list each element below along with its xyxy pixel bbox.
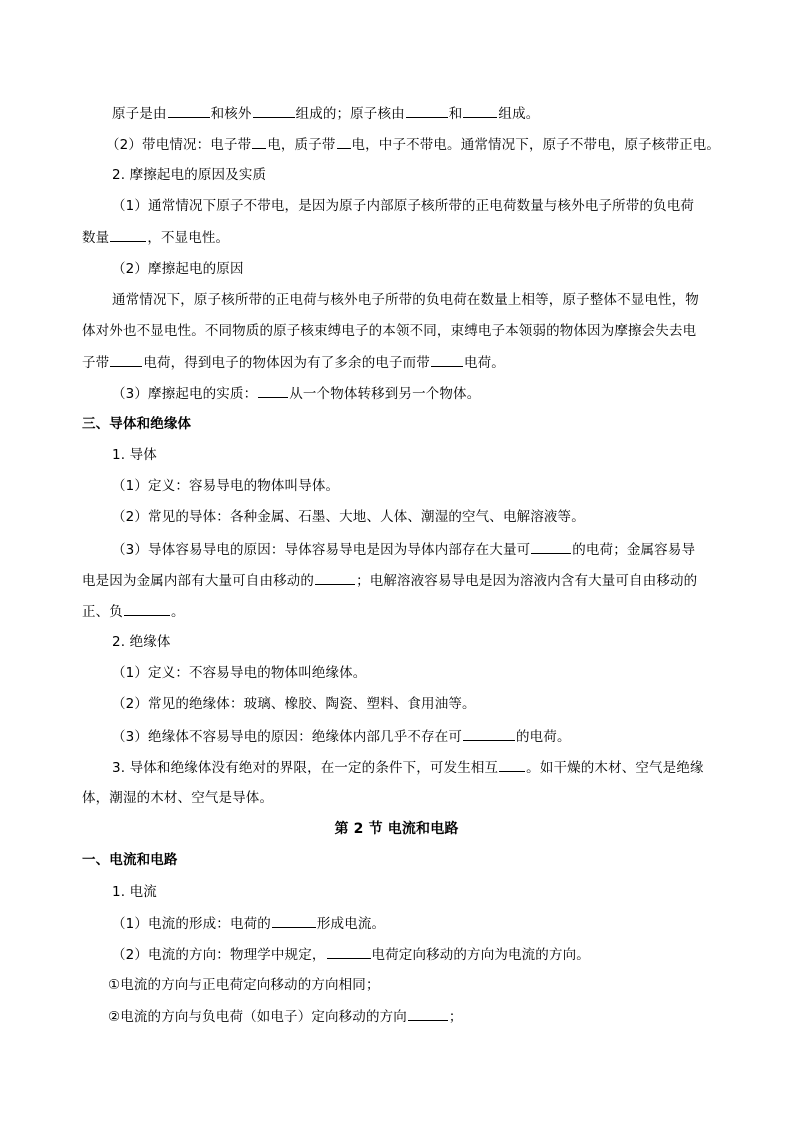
text: 原子是由 [112, 106, 167, 122]
text-line [112, 757, 704, 778]
text: （2）电流的方向：物理学中规定， [112, 947, 326, 963]
text: 和核外 [210, 106, 252, 122]
section-heading: 三、导体和绝缘体 [82, 416, 192, 432]
text: 电荷。 [463, 355, 505, 371]
text-line [112, 726, 571, 747]
text-line: 体，潮湿的木材、空气是导体。 [82, 790, 274, 806]
text-line [82, 601, 185, 622]
text-line: ①电流的方向与正电荷定向移动的方向相同； [108, 977, 380, 993]
text-line: （2）常见的绝缘体：玻璃、橡胶、陶瓷、塑料、食用油等。 [112, 696, 476, 712]
text-line [112, 383, 480, 404]
text-line: （2）常见的导体：各种金属、石墨、大地、人体、潮湿的空气、电解溶液等。 [112, 509, 585, 525]
text: （2）带电情况：电子带 [106, 137, 252, 153]
text-line: 2. 摩擦起电的原因及实质 [112, 167, 267, 183]
text-line [112, 539, 695, 560]
text: 。如干燥的木材、空气是绝缘 [526, 760, 704, 776]
text-line: （2）摩擦起电的原因 [112, 261, 244, 277]
text: 正、负 [82, 604, 123, 620]
text: 组成的；原子核由 [295, 106, 405, 122]
text-line: 体对外也不显电性。不同物质的原子核束缚电子的本领不同，束缚电子本领弱的物体因为摩擦会失去电 [82, 323, 697, 339]
fill-blank [463, 103, 497, 118]
section-heading: 一、电流和电路 [82, 852, 178, 868]
fill-blank [110, 227, 146, 242]
fill-blank [110, 352, 142, 367]
fill-blank [252, 134, 266, 149]
text: 和 [448, 106, 463, 122]
text: ②电流的方向与负电荷（如电子）定向移动的方向 [108, 1009, 407, 1025]
text-line [112, 913, 385, 934]
text: 的电荷。 [516, 729, 571, 745]
text: 组成。 [498, 106, 540, 122]
text-line [82, 227, 229, 248]
text-line [112, 103, 539, 124]
text-line: （1）定义：容易导电的物体叫导体。 [112, 478, 340, 494]
text: 电荷定向移动的方向为电流的方向。 [371, 947, 590, 963]
text: 电，中子不带电。通常情况下，原子不带电，原子核带正电。 [351, 137, 721, 153]
text: 电，质子带 [267, 137, 336, 153]
text: ；电解溶液容易导电是因为溶液内含有大量可自由移动的 [356, 573, 698, 589]
fill-blank [327, 944, 371, 959]
fill-blank [531, 539, 571, 554]
fill-blank [408, 1006, 448, 1021]
text-line: 2. 绝缘体 [112, 634, 171, 650]
fill-blank [406, 103, 448, 118]
fill-blank [315, 570, 355, 585]
text: 的电荷；金属容易导 [572, 542, 696, 558]
fill-blank [124, 601, 170, 616]
text: 形成电流。 [316, 916, 386, 932]
text-line: （1）通常情况下原子不带电，是因为原子内部原子核所带的正电荷数量与核外电子所带的负电荷 [112, 198, 695, 214]
text-line: （1）定义：不容易导电的物体叫绝缘体。 [112, 665, 367, 681]
text: 3. 导体和绝缘体没有绝对的界限，在一定的条件下，可发生相互 [112, 760, 499, 776]
text: 子带 [82, 355, 110, 371]
section-title: 第 2 节 电流和电路 [334, 821, 459, 837]
text-line [112, 944, 590, 965]
text: （1）电流的形成：电荷的 [112, 916, 271, 932]
fill-blank [253, 103, 295, 118]
fill-blank [463, 726, 515, 741]
text-line: 1. 电流 [112, 884, 157, 900]
text: ； [448, 1009, 463, 1025]
text: ，不显电性。 [147, 230, 230, 246]
text: 。 [170, 604, 185, 620]
text: 电荷，得到电子的物体因为有了多余的电子而带 [143, 355, 430, 371]
text-line [106, 134, 720, 155]
text-line [108, 1006, 463, 1027]
text: 电是因为金属内部有大量可自由移动的 [82, 573, 315, 589]
text: （3）绝缘体不容易导电的原因：绝缘体内部几乎不存在可 [112, 729, 462, 745]
text: （3）摩擦起电的实质： [112, 386, 258, 402]
text-line: 1. 导体 [112, 447, 157, 463]
fill-blank [258, 383, 288, 398]
text: （3）导体容易导电的原因：导体容易导电是因为导体内部存在大量可 [112, 542, 531, 558]
fill-blank [499, 757, 525, 772]
text-line [82, 352, 505, 373]
fill-blank [168, 103, 210, 118]
text: 数量 [82, 230, 110, 246]
text-line [82, 570, 697, 591]
fill-blank [337, 134, 351, 149]
fill-blank [272, 913, 316, 928]
text: 从一个物体转移到另一个物体。 [289, 386, 481, 402]
fill-blank [431, 352, 463, 367]
text-line: 通常情况下，原子核所带的正电荷与核外电子所带的负电荷在数量上相等，原子整体不显电性，物 [112, 292, 699, 308]
